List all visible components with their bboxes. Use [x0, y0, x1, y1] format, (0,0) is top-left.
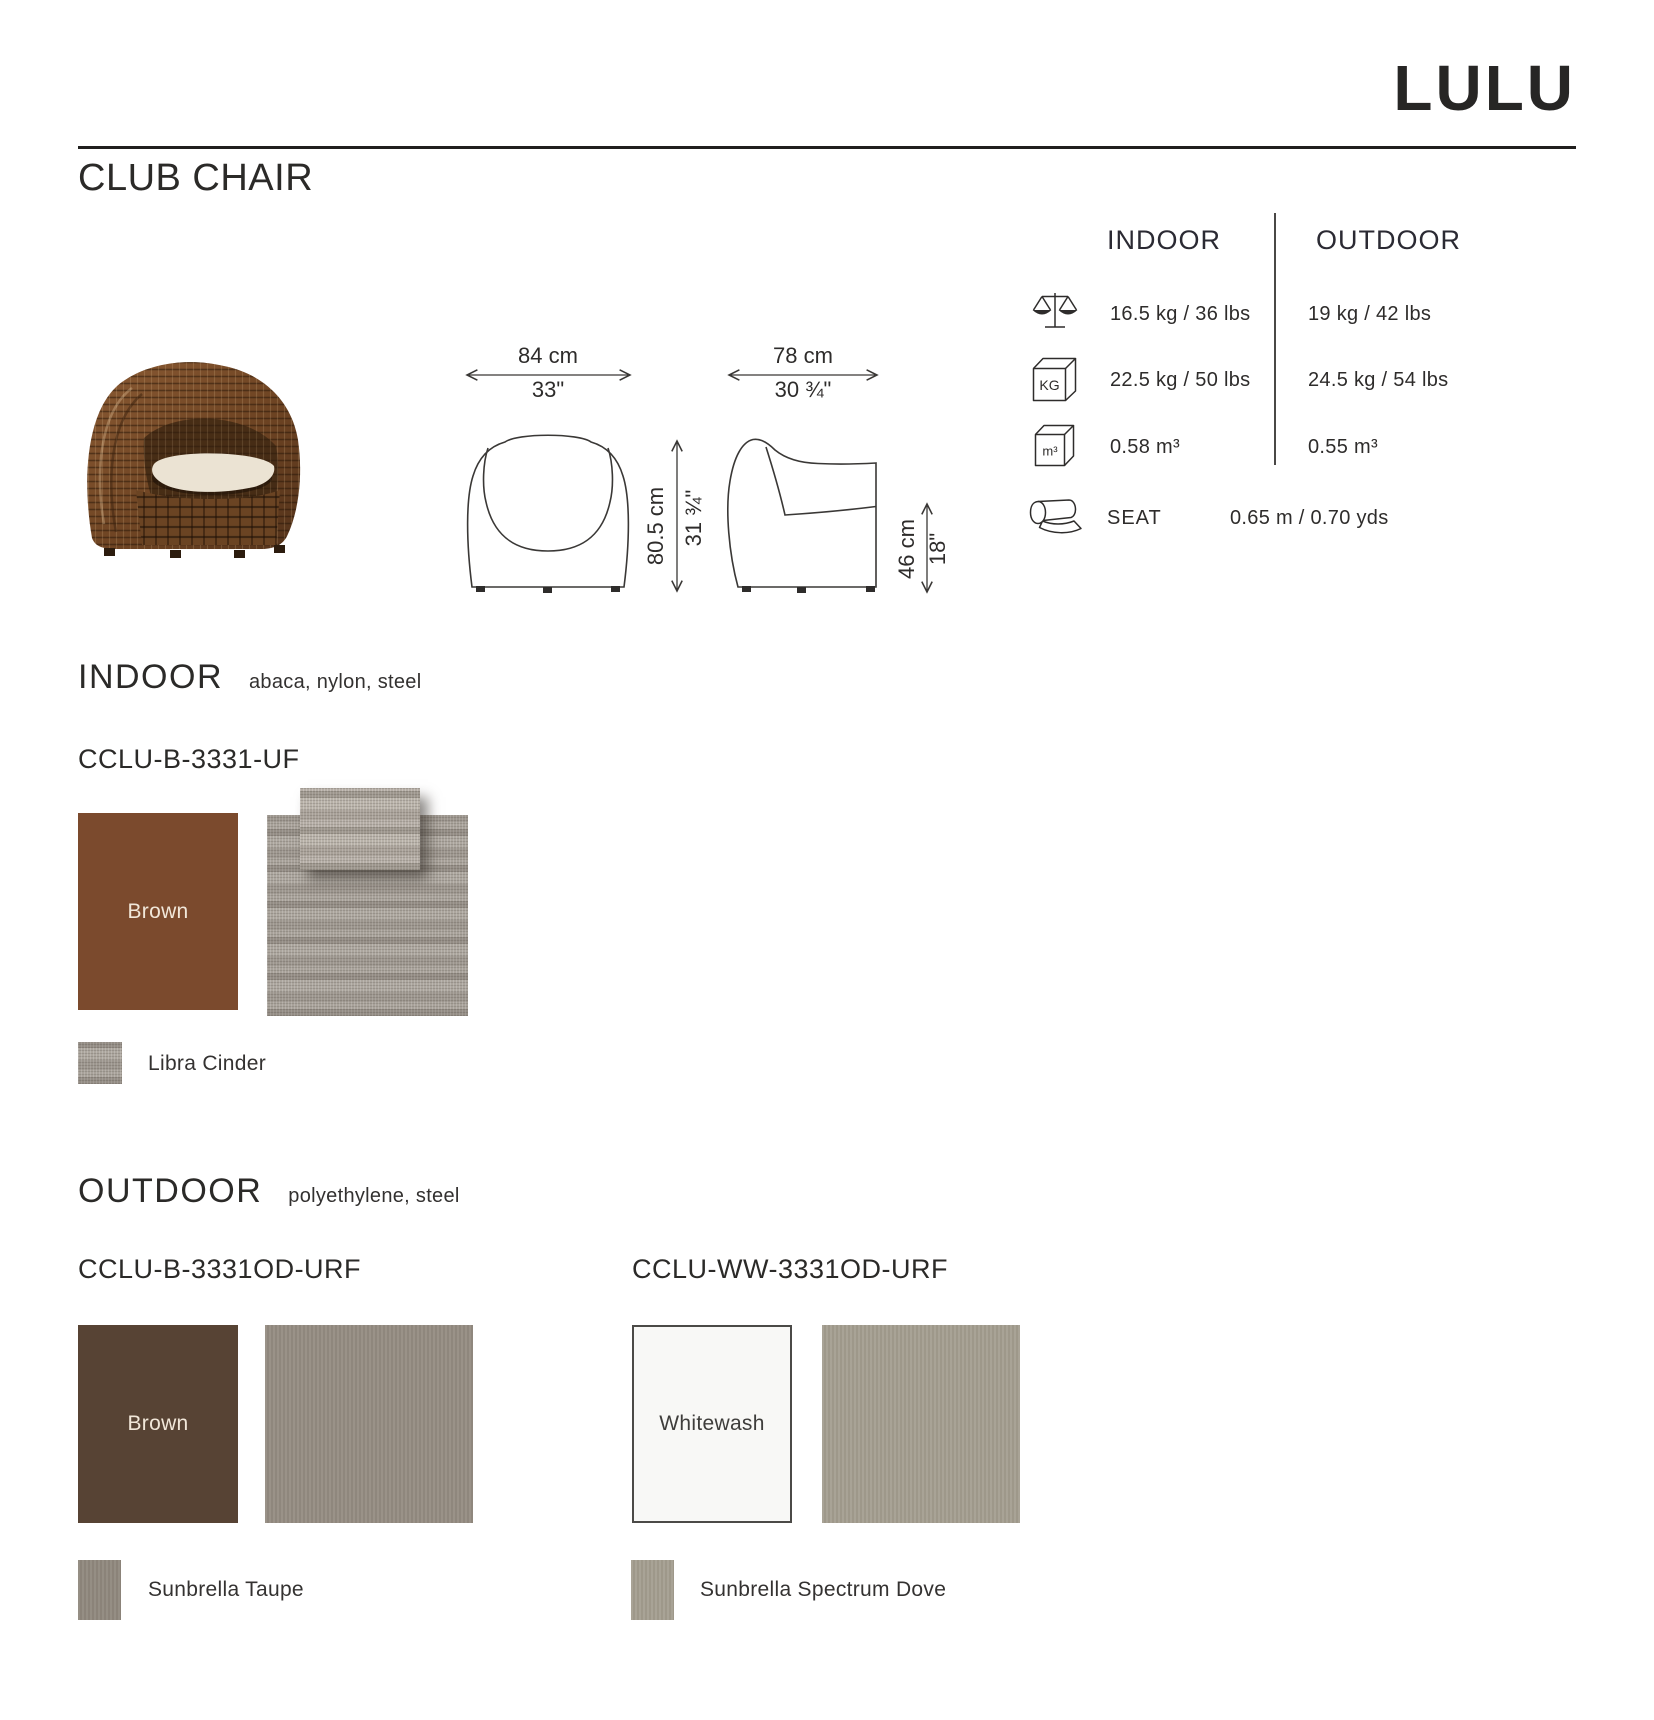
m3-icon-label: m³: [1042, 443, 1058, 459]
outdoor-whitewash-swatch-label: Whitewash: [659, 1412, 765, 1435]
libra-cinder-key-swatch: [78, 1042, 122, 1084]
sunbrella-taupe-fabric-swatch: [265, 1325, 473, 1523]
overall-height-in: 31 ¾": [681, 489, 706, 547]
indoor-materials: abaca, nylon, steel: [249, 671, 422, 693]
side-depth-in: 30 ¾": [774, 377, 832, 402]
packed-weight-indoor: 22.5 kg / 50 lbs: [1110, 369, 1251, 391]
spectrum-dove-key-swatch: [631, 1560, 674, 1620]
dimension-drawings: [420, 300, 960, 610]
scale-icon: [1031, 290, 1079, 334]
spec-outdoor-header: OUTDOOR: [1316, 225, 1461, 255]
outdoor-heading: OUTDOOR: [78, 1172, 263, 1210]
fabric-roll-icon: [1028, 496, 1086, 538]
outdoor-product-code-brown: CCLU-B-3331OD-URF: [78, 1254, 362, 1284]
seat-height-in: 18": [925, 532, 950, 566]
side-depth-cm: 78 cm: [773, 343, 833, 368]
front-view-drawing: [468, 435, 629, 587]
outdoor-section-header: [78, 1172, 460, 1211]
indoor-frame-swatch-label: Brown: [127, 899, 189, 923]
spectrum-dove-fabric-swatch: [822, 1325, 1020, 1523]
volume-indoor: 0.58 m³: [1110, 436, 1180, 458]
seat-height-cm: 46 cm: [894, 519, 919, 579]
indoor-product-code: CCLU-B-3331-UF: [78, 744, 300, 774]
front-width-cm: 84 cm: [518, 343, 578, 368]
sunbrella-taupe-key-swatch: [78, 1560, 121, 1620]
spec-indoor-header: INDOOR: [1107, 225, 1221, 255]
indoor-section-header: [78, 658, 421, 697]
indoor-frame-swatch-brown: [78, 813, 238, 1010]
indoor-fabric-swatch-group: [267, 788, 479, 1018]
wicker-chair-illustration: [87, 362, 300, 558]
side-view-drawing: [728, 439, 876, 587]
dimension-arrows: [467, 375, 927, 592]
header-rule: [78, 146, 1576, 149]
kg-cube-icon: [1032, 356, 1080, 402]
packed-weight-outdoor: 24.5 kg / 54 lbs: [1308, 369, 1449, 391]
seat-row-label: SEAT: [1107, 507, 1162, 529]
spec-table: [930, 205, 1475, 550]
outdoor-fabric-name-dove: Sunbrella Spectrum Dove: [700, 1578, 947, 1601]
spec-column-divider: [1274, 213, 1276, 465]
product-photo: [78, 352, 310, 564]
page-title: CLUB CHAIR: [78, 157, 314, 199]
brand-title: LULU: [1393, 52, 1576, 124]
outdoor-frame-swatch-brown: [78, 1325, 238, 1523]
kg-icon-label: KG: [1039, 377, 1060, 393]
indoor-fabric-swatch-small: [300, 788, 420, 870]
seat-fabric-yardage: 0.65 m / 0.70 yds: [1230, 507, 1389, 529]
m3-cube-icon: [1034, 423, 1078, 467]
weight-outdoor: 19 kg / 42 lbs: [1308, 303, 1432, 325]
outdoor-brown-swatch-label: Brown: [127, 1412, 189, 1435]
volume-outdoor: 0.55 m³: [1308, 436, 1378, 458]
indoor-fabric-name: Libra Cinder: [148, 1052, 266, 1075]
indoor-heading: INDOOR: [78, 658, 223, 696]
overall-height-cm: 80.5 cm: [643, 486, 668, 566]
weight-indoor: 16.5 kg / 36 lbs: [1110, 303, 1251, 325]
outdoor-fabric-name-taupe: Sunbrella Taupe: [148, 1578, 304, 1601]
outdoor-frame-swatch-whitewash: [632, 1325, 792, 1523]
front-width-in: 33": [531, 377, 565, 402]
outdoor-materials: polyethylene, steel: [288, 1185, 460, 1207]
outdoor-product-code-whitewash: CCLU-WW-3331OD-URF: [632, 1254, 949, 1284]
